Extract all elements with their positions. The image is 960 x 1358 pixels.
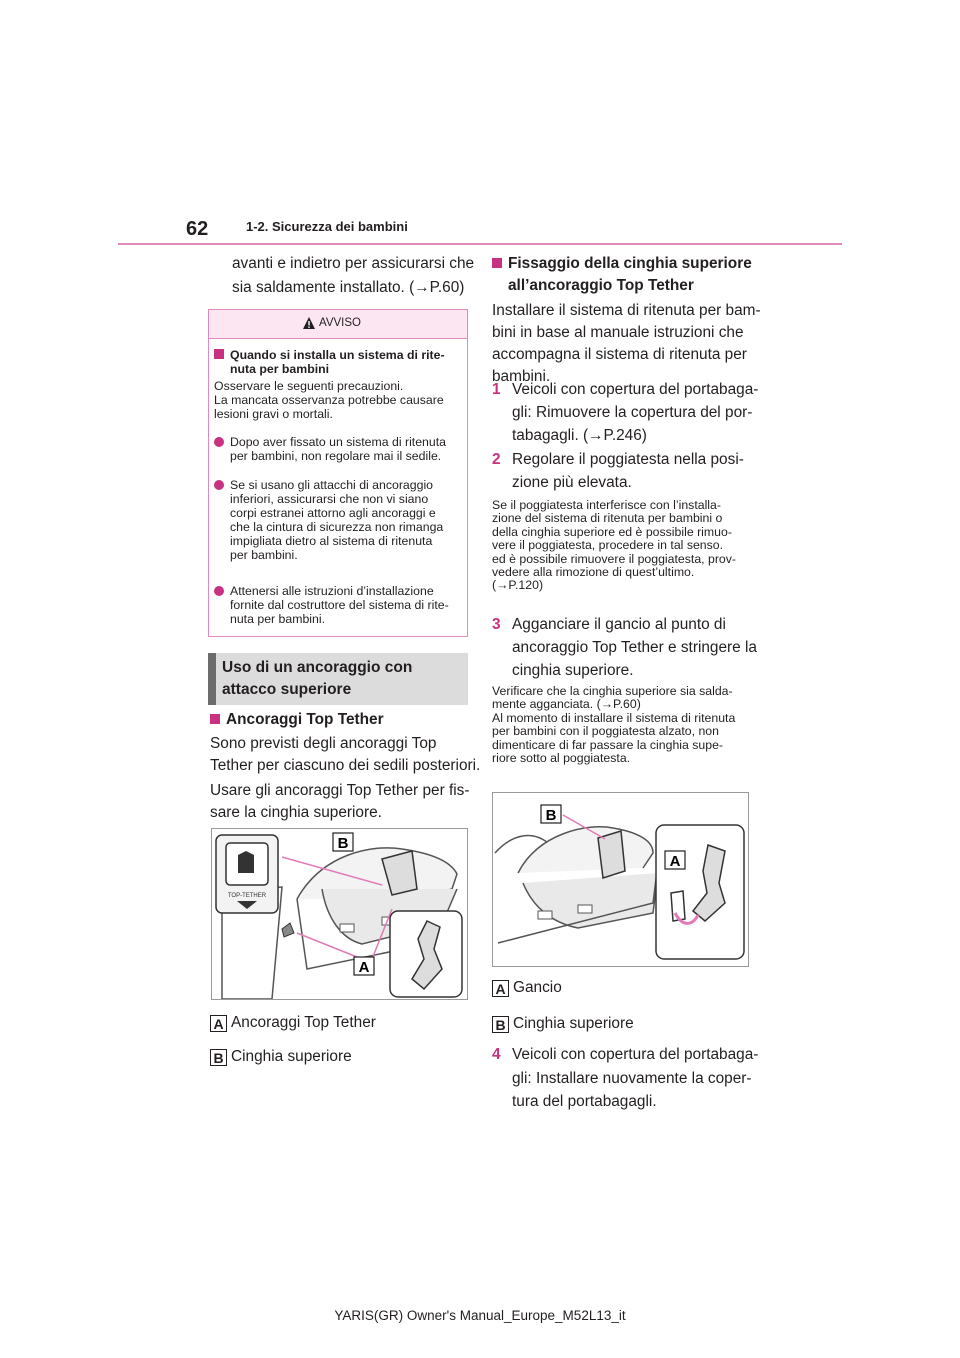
legend-b-text: Cinghia superiore	[231, 1048, 352, 1065]
step-4	[492, 1043, 758, 1114]
legend-a-text: Gancio	[513, 979, 562, 996]
paragraph	[210, 733, 480, 777]
paragraph-line: bambini.	[492, 368, 551, 385]
note-line: zione del sistema di ritenuta per bambini o	[492, 511, 723, 526]
callout-b: B	[545, 807, 557, 824]
paragraph-line: Tether per ciascuno dei sedili posteriori.	[210, 757, 481, 774]
step-number: 4	[492, 1046, 501, 1063]
warning-text	[214, 379, 464, 421]
bullet-line: Se si usano gli attacchi di ancoraggio	[230, 478, 434, 492]
warning-title: AVVISO	[319, 317, 361, 329]
step-line: cinghia superiore.	[512, 662, 634, 679]
step-line: Agganciare il gancio al punto di	[512, 616, 726, 633]
paragraph-line: sare la cinghia superiore.	[210, 804, 382, 821]
note-line: dimenticare di far passare la cinghia supe-	[492, 737, 724, 752]
step-line: ancoraggio Top Tether e stringere la	[512, 639, 757, 656]
step-line: Regolare il poggiatesta nella posi-	[512, 451, 744, 468]
callout-a: A	[358, 959, 370, 976]
paragraph	[210, 780, 470, 824]
legend-a	[210, 1012, 376, 1034]
warning-text-line: Osservare le seguenti precauzioni.	[214, 379, 404, 393]
callout-b: B	[337, 835, 349, 852]
header-rule	[118, 243, 842, 245]
top-tether-label: TOP-TETHER	[227, 893, 267, 899]
paragraph-line: Sono previsti degli ancoraggi Top	[210, 735, 437, 752]
warning-heading	[214, 348, 464, 376]
section-heading	[222, 657, 412, 701]
subheading-line: Fissaggio della cinghia superiore	[508, 255, 752, 272]
paragraph-line: Usare gli ancoraggi Top Tether per fis-	[210, 782, 470, 799]
note-line: ed è possibile rimuovere il poggiatesta, prov-	[492, 551, 737, 566]
seat-hook-illustration	[493, 793, 748, 966]
step-number: 2	[492, 451, 501, 468]
section-heading-bar	[208, 653, 216, 705]
note-line: (→P.120)	[492, 578, 544, 593]
footer: YARIS(GR) Owner's Manual_Europe_M52L13_it	[334, 1308, 626, 1323]
note-line: vedere alla rimozione di quest’ultimo.	[492, 565, 695, 580]
legend-b	[210, 1046, 352, 1068]
section-heading-box	[208, 653, 468, 705]
note-headrest	[492, 499, 736, 593]
section-heading-line: Uso di un ancoraggio con	[222, 659, 413, 676]
seat-illustration	[212, 829, 467, 999]
square-bullet-icon	[210, 714, 220, 724]
note-line: Se il poggiatesta interferisce con l’installa-	[492, 498, 721, 512]
bullet-dot-icon	[214, 437, 224, 447]
subheading-fixing	[492, 253, 762, 297]
intro-line: avanti e indietro per assicurarsi che	[232, 255, 475, 272]
bullet-dot-icon	[214, 480, 224, 490]
note-line: per bambini con il poggiatesta alzato, non	[492, 724, 719, 739]
warning-text-line: La mancata osservanza potrebbe causare	[214, 393, 444, 407]
bullet-line: impigliata dietro al sistema di ritenuta	[230, 534, 433, 548]
legend-b-text: Cinghia superiore	[513, 1015, 634, 1032]
legend-a-box: A	[210, 1015, 227, 1032]
warning-text-line: lesioni gravi o mortali.	[214, 407, 333, 421]
note-line: vere il poggiatesta, procedere in tal senso.	[492, 538, 724, 553]
bullet-line: Dopo aver fissato un sistema di ritenuta	[230, 435, 446, 449]
step-line: Veicoli con copertura del portabaga-	[512, 1046, 759, 1063]
note-line: mente agganciata. (→P.60)	[492, 697, 641, 712]
note-line: Al momento di installare il sistema di ritenuta	[492, 710, 736, 725]
legend-b-box: B	[492, 1016, 509, 1033]
subheading-text: Ancoraggi Top Tether	[226, 711, 384, 728]
note-line: Verificare che la cinghia superiore sia salda-	[492, 684, 733, 698]
warning-bullet	[214, 478, 470, 562]
warning-heading-line: nuta per bambini	[230, 362, 330, 376]
legend-a-box: A	[492, 980, 509, 997]
step-number: 3	[492, 616, 501, 633]
step-number: 1	[492, 381, 501, 398]
warning-heading-line: Quando si installa un sistema di rite-	[230, 348, 445, 362]
section-title: 1-2. Sicurezza dei bambini	[246, 219, 408, 234]
step-line: zione più elevata.	[512, 474, 632, 491]
warning-icon	[302, 316, 316, 330]
warning-header	[209, 310, 467, 339]
step-line: gli: Rimuovere la copertura del por-	[512, 404, 753, 421]
legend-b	[492, 1013, 634, 1035]
warning-box	[208, 309, 468, 637]
section-heading-line: attacco superiore	[222, 681, 352, 698]
bullet-line: che la cintura di sicurezza non rimanga	[230, 520, 444, 534]
bullet-line: nuta per bambini.	[230, 612, 326, 626]
intro-line: sia saldamente installato. (→P.60)	[232, 279, 465, 296]
bullet-line: corpi estranei attorno agli ancoraggi e	[230, 506, 436, 520]
figure-top-tether-anchors	[211, 828, 468, 1000]
bullet-line: Attenersi alle istruzioni d’installazione	[230, 584, 434, 598]
paragraph-line: Installare il sistema di ritenuta per bam-	[492, 302, 761, 319]
paragraph	[492, 300, 761, 388]
page-number: 62	[186, 218, 209, 240]
subheading-anchors	[210, 709, 384, 731]
note-check-strap	[492, 685, 735, 765]
square-bullet-icon	[214, 349, 224, 359]
figure-hook-strap	[492, 792, 749, 967]
step-line: Veicoli con copertura del portabaga-	[512, 381, 759, 398]
step-3	[492, 613, 757, 682]
step-line: tabagagli. (→P.246)	[512, 427, 647, 444]
intro-text	[232, 253, 474, 299]
legend-a	[492, 977, 562, 999]
bullet-line: per bambini.	[230, 548, 298, 562]
step-line: tura del portabagagli.	[512, 1093, 657, 1110]
bullet-line: inferiori, assicurarsi che non vi siano	[230, 492, 429, 506]
step-2	[492, 448, 744, 494]
callout-a: A	[669, 853, 681, 870]
paragraph-line: accompagna il sistema di ritenuta per	[492, 346, 747, 363]
paragraph-line: bini in base al manuale istruzioni che	[492, 324, 744, 341]
legend-b-box: B	[210, 1049, 227, 1066]
bullet-dot-icon	[214, 586, 224, 596]
warning-bullet	[214, 435, 470, 463]
square-bullet-icon	[492, 258, 502, 268]
subheading-line: all’ancoraggio Top Tether	[508, 277, 694, 294]
bullet-line: per bambini, non regolare mai il sedile.	[230, 449, 442, 463]
legend-a-text: Ancoraggi Top Tether	[231, 1014, 376, 1031]
note-line: della cinghia superiore ed è possibile rimuo-	[492, 524, 732, 539]
warning-bullet	[214, 584, 470, 626]
bullet-line: fornite dal costruttore del sistema di rite-	[230, 598, 449, 612]
step-line: gli: Installare nuovamente la coper-	[512, 1069, 752, 1087]
step-1	[492, 378, 758, 447]
note-line: riore sotto al poggiatesta.	[492, 751, 631, 766]
